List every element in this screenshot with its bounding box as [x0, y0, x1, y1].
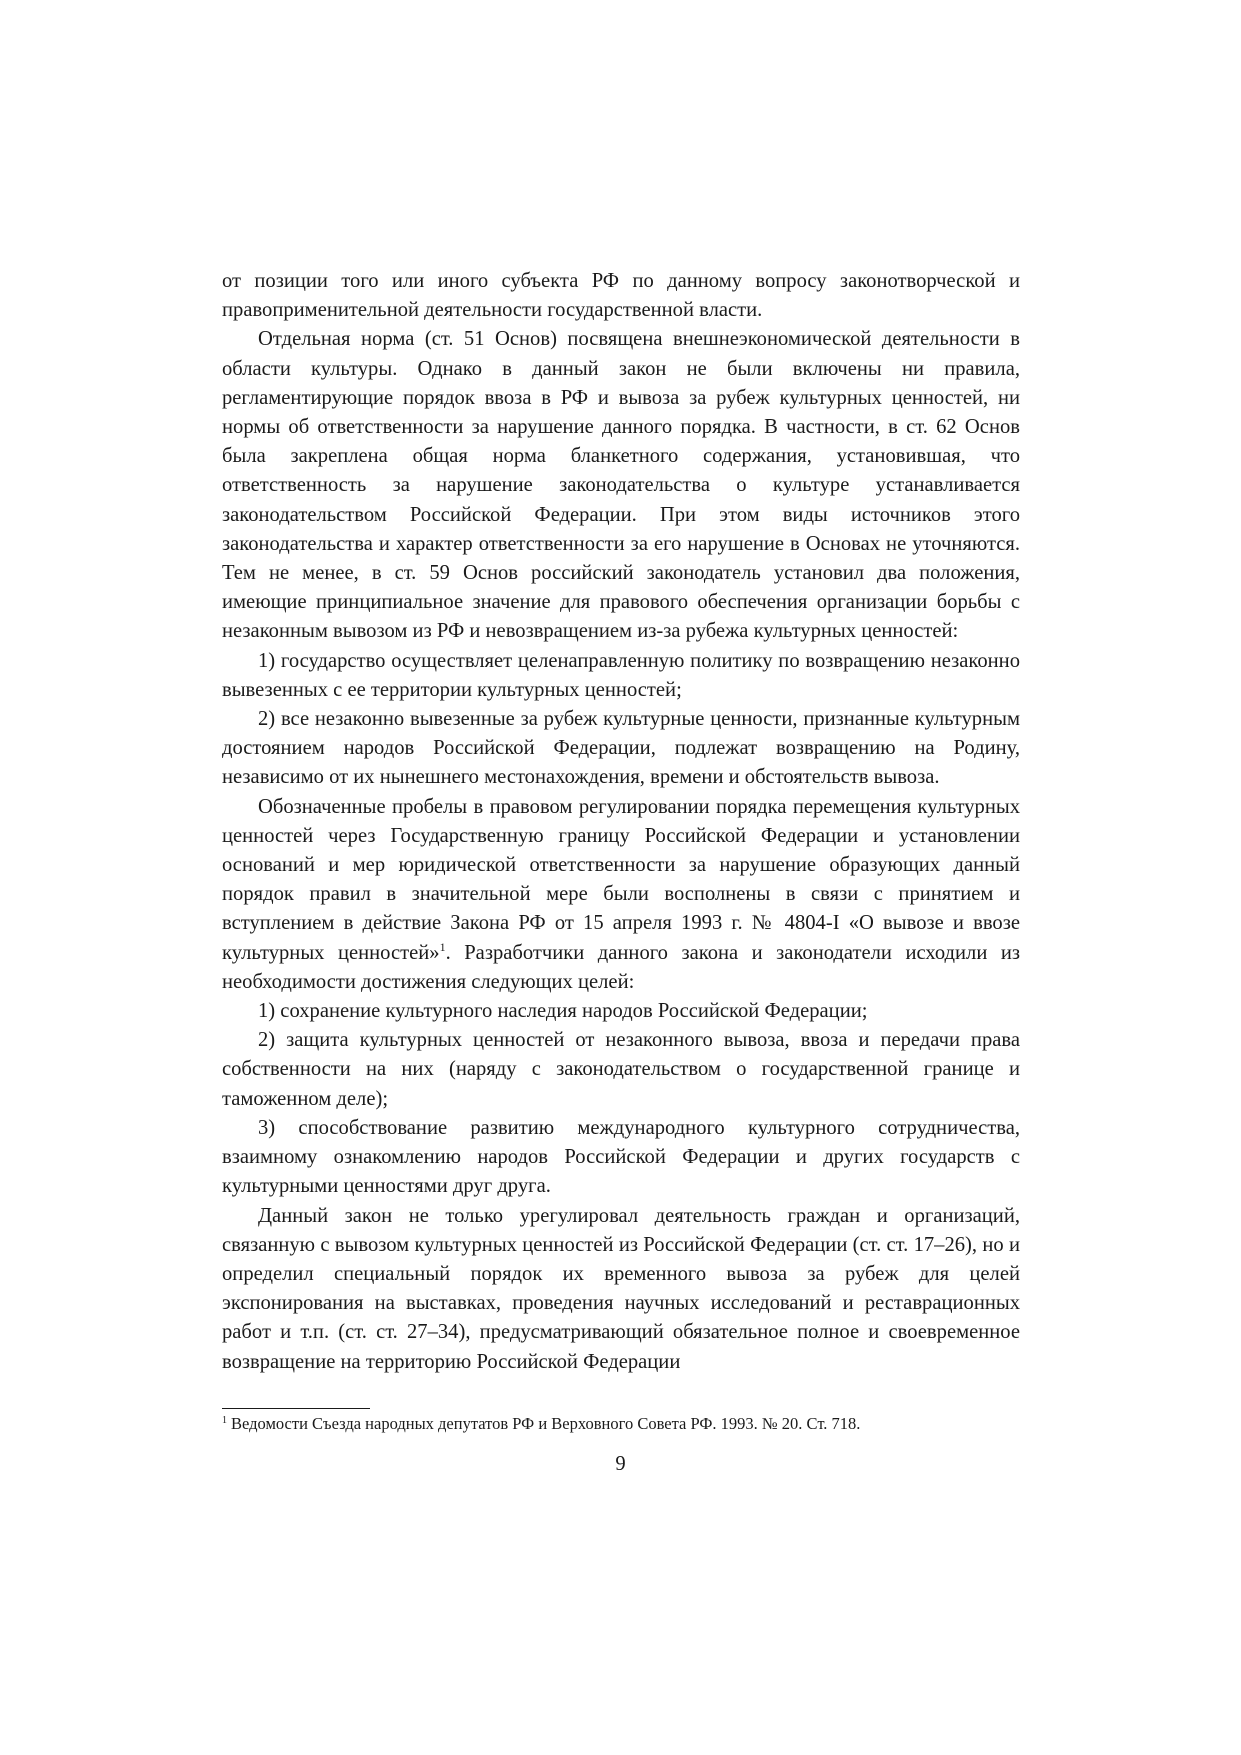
- paragraph-text-after-ref: . Разработчики данного закона и законодатели исходили из необходимости достижения следующих целей:: [222, 941, 1020, 993]
- goal-item-3: 3) способствование развитию международного культурного сотрудничества, взаимному ознакомлению народов Российской Федерации и других государств с культурными ценностями друг друга.: [222, 1116, 1020, 1198]
- main-text: [222, 267, 1020, 1377]
- list-item-2-return-values: 2) все незаконно вывезенные за рубеж культурные ценности, признанные культурным достоянием народов Российской Федерации, подлежат возвращению на Родину, независимо от их нынешнего местонахождения, времени и обстоятельств вывоза.: [222, 708, 1020, 789]
- paragraph-text-before-ref: Обозначенные пробелы в правовом регулировании порядка перемещения культурных ценностей через Государственную границу Российской Федерации и установлении оснований и мер юридической ответственности за нарушение образующих данный порядок правил в значительной мере были восполнены в связи с принятием и вступлением в действие Закона РФ от 15 апреля 1993 г. № 4804-I «О вывозе и ввозе культурных ценностей»: [222, 795, 1020, 964]
- footnote-marker: 1: [222, 1414, 227, 1426]
- page-number: 9: [615, 1453, 626, 1475]
- footnote-divider: [222, 1408, 370, 1409]
- paragraph-gaps-law-4804: [222, 793, 1020, 997]
- footnote-reference[interactable]: 1: [439, 939, 446, 954]
- goal-item-2: 2) защита культурных ценностей от незаконного вывоза, ввоза и передачи права собственности на них (наряду с законодательством о государственной границе и таможенном деле);: [222, 1029, 1020, 1110]
- paragraph-law-regulation: Данный закон не только урегулировал деятельность граждан и организаций, связанную с вывозом культурных ценностей из Российской Федерации (ст. ст. 17–26), но и определил специальный порядок их временного вывоза за рубеж для целей экспонирования на выставках, проведения научных исследований и реставрационных работ и т.п. (ст. ст. 27–34), предусматривающий обязательное полное и своевременное возвращение на территорию Российской Федерации: [222, 1204, 1020, 1373]
- list-item-1-state-policy: 1) государство осуществляет целенаправленную политику по возвращению незаконно вывезенных с ее территории культурных ценностей;: [222, 649, 1020, 701]
- footnote: [222, 1413, 1020, 1435]
- goal-item-1: 1) сохранение культурного наследия народов Российской Федерации;: [258, 1000, 868, 1023]
- paragraph-continuation: от позиции того или иного субъекта РФ по данному вопросу законотворческой и правоприменительной деятельности государственной власти.: [222, 270, 1020, 322]
- paragraph-article-51: Отдельная норма (ст. 51 Основ) посвящена внешнеэкономической деятельности в области культуры. Однако в данный закон не были включены ни правила, регламентирующие порядок ввоза в РФ и вывоза за рубеж культурных ценностей, ни нормы об ответственности за нарушение данного порядка. В частности, в ст. 62 Основ была закреплена общая норма бланкетного содержания, установившая, что ответственность за нарушение законодательства о культуре устанавливается законодательством Российской Федерации. При этом виды источников этого законодательства и характер ответственности за его нарушение в Основах не уточняются. Тем не менее, в ст. 59 Основ российский законодатель установил два положения, имеющие принципиальное значение для правового обеспечения организации борьбы с незаконным вывозом из РФ и невозвращением из-за рубежа культурных ценностей:: [222, 328, 1020, 643]
- footnote-text: Ведомости Съезда народных депутатов РФ и Верховного Совета РФ. 1993. № 20. Ст. 718.: [231, 1414, 861, 1433]
